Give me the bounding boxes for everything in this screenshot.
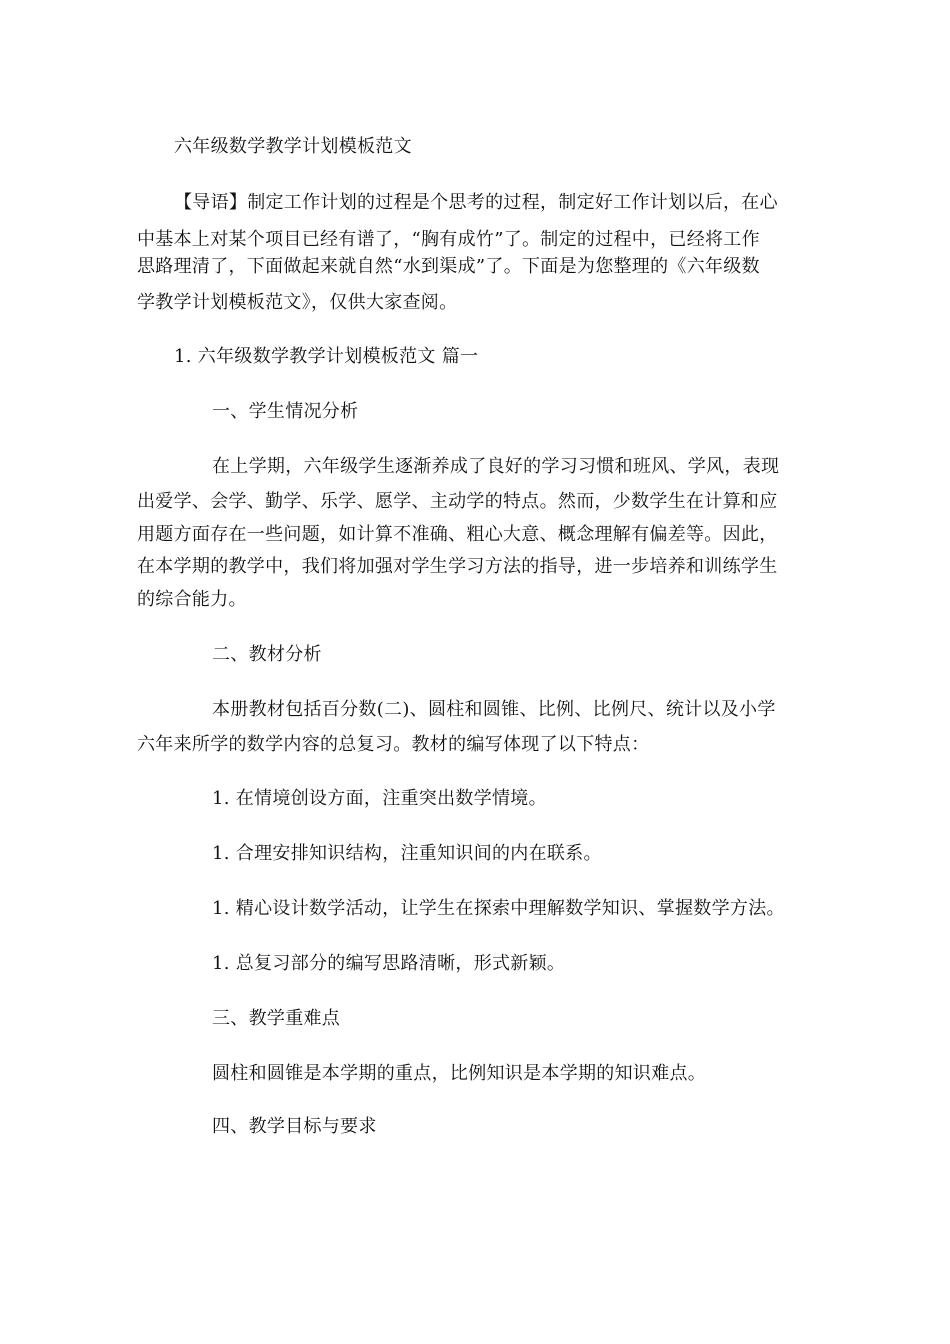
section2-item-3: 1. 精心设计数学活动，让学生在探索中理解数学知识、掌握数学方法。 [212,898,785,919]
section2-item-2: 1. 合理安排知识结构，注重知识间的内在联系。 [212,843,602,864]
section2-line-2: 六年来所学的数学内容的总复习。教材的编写体现了以下特点： [137,734,650,755]
section-heading-1: 一、学生情况分析 [212,401,359,422]
intro-line-2: 中基本上对某个项目已经有谱了，“胸有成竹”了。制定的过程中，已经将工作 [137,229,760,250]
section1-line-3: 用题方面存在一些问题，如计算不准确、粗心大意、概念理解有偏差等。因此， [137,524,778,545]
section1-line-4: 在本学期的教学中，我们将加强对学生学习方法的指导，进一步培养和训练学生 [137,556,778,577]
section1-line-2: 出爱学、会学、勤学、乐学、愿学、主动学的特点。然而，少数学生在计算和应 [137,491,778,512]
section-heading-3: 三、教学重难点 [212,1008,341,1029]
article-heading: 1. 六年级数学教学计划模板范文 篇一 [174,346,479,367]
intro-line-1: 【导语】制定工作计划的过程是个思考的过程，制定好工作计划以后，在心 [174,192,778,213]
section1-line-5: 的综合能力。 [137,589,247,610]
section2-item-1: 1. 在情境创设方面，注重突出数学情境。 [212,788,547,809]
section1-line-1: 在上学期，六年级学生逐渐养成了良好的学习习惯和班风、学风，表现 [212,456,780,477]
intro-line-3: 思路理清了，下面做起来就自然“水到渠成”了。下面是为您整理的《六年级数 [137,256,760,277]
section-heading-2: 二、教材分析 [212,644,322,665]
intro-line-4: 学教学计划模板范文》，仅供大家查阅。 [137,292,458,313]
document-title: 六年级数学教学计划模板范文 [174,136,412,157]
section2-line-1: 本册教材包括百分数(二)、圆柱和圆锥、比例、比例尺、统计以及小学 [212,699,776,720]
section-heading-4: 四、教学目标与要求 [212,1116,377,1137]
section3-text: 圆柱和圆锥是本学期的重点，比例知识是本学期的知识难点。 [212,1063,707,1084]
section2-item-4: 1. 总复习部分的编写思路清晰，形式新颖。 [212,953,566,974]
